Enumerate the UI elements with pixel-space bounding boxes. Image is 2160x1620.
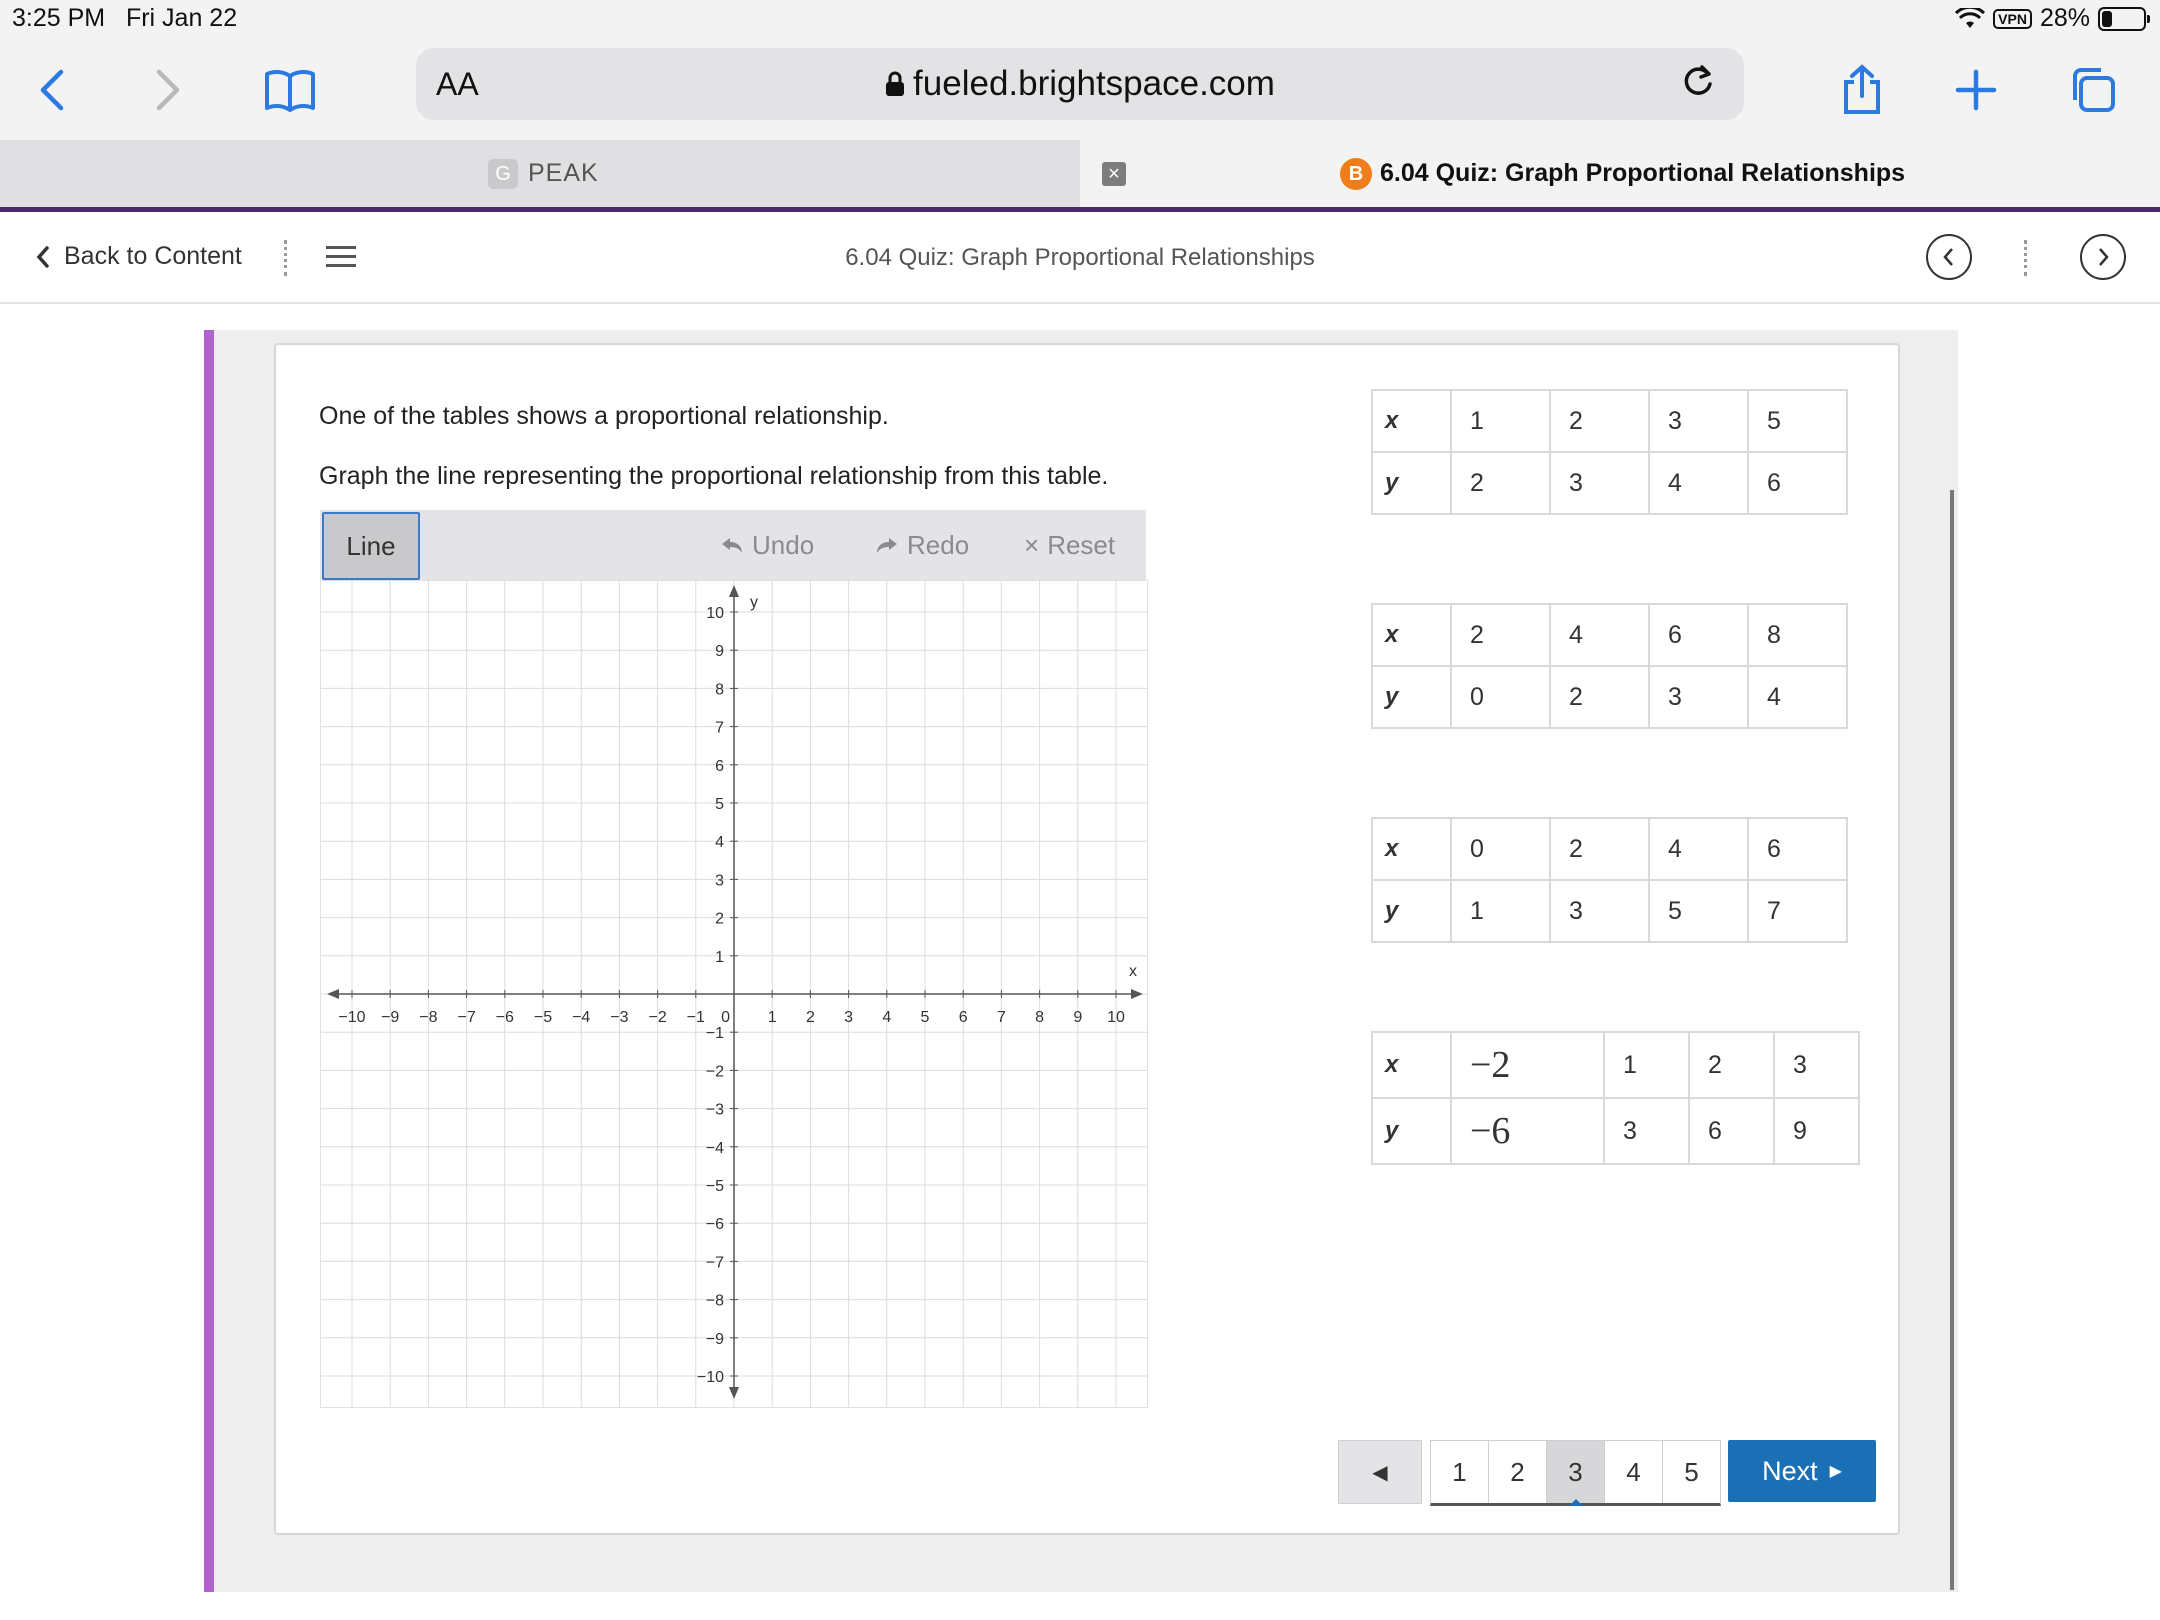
page-button-5[interactable]: 5 — [1684, 1457, 1699, 1487]
line-tool-button[interactable]: Line — [322, 512, 420, 580]
close-icon: × — [1024, 530, 1040, 560]
y-tick-label: 9 — [715, 643, 724, 661]
x-tick-label: 5 — [920, 1009, 930, 1026]
tab-close-icon[interactable]: × — [1102, 162, 1126, 186]
table-cell: 0 — [1451, 818, 1550, 880]
x-tick-label: −10 — [338, 1009, 366, 1026]
tab-favicon: B — [1340, 158, 1372, 190]
table-cell: 3 — [1774, 1032, 1859, 1098]
table-cell: −6 — [1451, 1098, 1604, 1164]
table-cell: 3 — [1604, 1098, 1689, 1164]
undo-icon — [720, 536, 744, 556]
browser-toolbar — [0, 40, 2160, 140]
page-button-2[interactable]: 2 — [1489, 1441, 1547, 1503]
battery-icon — [2098, 7, 2146, 31]
table-cell: 3 — [1550, 880, 1649, 942]
tab-bar — [0, 140, 2160, 207]
y-tick-label: −10 — [696, 1369, 724, 1386]
table-row-y — [1372, 666, 1847, 728]
x-tick-label: 7 — [996, 1009, 1006, 1026]
table-row-x — [1372, 604, 1847, 666]
vpn-badge: VPN — [1993, 9, 2032, 29]
table-row-x — [1372, 1032, 1859, 1098]
x-tick-label: 2 — [805, 1009, 815, 1026]
table-cell: 6 — [1748, 452, 1847, 514]
table-row-y — [1372, 452, 1847, 514]
caret-left-icon: ◀ — [1372, 1461, 1388, 1484]
forward-arrow-icon[interactable] — [136, 58, 200, 122]
new-tab-plus-icon[interactable] — [1944, 58, 2008, 122]
x-axis-label: x — [1129, 963, 1137, 980]
share-icon[interactable] — [1830, 58, 1894, 122]
status-bar — [0, 0, 2160, 40]
x-tick-label: −5 — [533, 1009, 553, 1026]
table-cell: 8 — [1748, 604, 1847, 666]
next-topic-icon[interactable] — [2080, 234, 2126, 280]
tab-quiz[interactable] — [1080, 140, 2160, 207]
table-cell: 2 — [1550, 390, 1649, 452]
x-tick-label: −7 — [457, 1009, 476, 1026]
table-cell: 2 — [1451, 452, 1550, 514]
x-tick-label: −3 — [610, 1009, 629, 1026]
table-cell: 4 — [1649, 452, 1748, 514]
lock-icon — [885, 71, 905, 97]
table-cell: 7 — [1748, 880, 1847, 942]
y-tick-label: −6 — [705, 1216, 724, 1234]
table-cell: 5 — [1649, 880, 1748, 942]
previous-topic-icon[interactable] — [1926, 234, 1972, 280]
scrollbar[interactable] — [1950, 490, 1954, 1590]
question-text-1: One of the tables shows a proportional relationship. — [319, 402, 889, 430]
reset-button[interactable]: × Reset — [1024, 530, 1116, 560]
previous-page-button[interactable] — [1338, 1440, 1422, 1504]
table-header-x: x — [1372, 604, 1451, 666]
table-cell: 3 — [1649, 666, 1748, 728]
x-tick-label: −4 — [572, 1009, 591, 1026]
page-list — [1430, 1440, 1721, 1506]
table-cell: 6 — [1689, 1098, 1774, 1164]
table-cell: 0 — [1451, 666, 1550, 728]
table-cell: 2 — [1689, 1032, 1774, 1098]
page-button-3[interactable]: 3 — [1547, 1441, 1605, 1503]
page-title: 6.04 Quiz: Graph Proportional Relationships — [845, 244, 1315, 271]
y-axis-label: y — [750, 594, 758, 611]
page-button-4[interactable]: 4 — [1605, 1441, 1663, 1503]
wifi-icon — [1955, 8, 1985, 30]
table-header-y: y — [1372, 1098, 1451, 1164]
table-cell: 2 — [1550, 818, 1649, 880]
back-to-content-link[interactable]: Back to Content — [36, 242, 242, 271]
x-tick-label: −2 — [648, 1009, 667, 1026]
content-nav-bar — [0, 212, 2160, 304]
table-header-x: x — [1372, 1032, 1451, 1098]
reload-icon[interactable] — [1678, 62, 1718, 107]
table-header-y: y — [1372, 452, 1451, 514]
address-bar[interactable] — [416, 48, 1744, 120]
table-header-x: x — [1372, 390, 1451, 452]
y-axis-arrow-down — [729, 1387, 739, 1399]
battery-percent: 28% — [2039, 4, 2090, 32]
url-text: fueled.brightspace.com — [416, 64, 1744, 104]
redo-icon — [875, 536, 899, 556]
x-axis-arrow-right — [1131, 989, 1143, 999]
y-tick-label: 2 — [715, 910, 724, 928]
data-table-1[interactable] — [1371, 389, 1848, 515]
y-tick-label: 7 — [715, 719, 724, 737]
table-row-x — [1372, 390, 1847, 452]
x-tick-label: 10 — [1107, 1009, 1125, 1026]
x-tick-label: 1 — [767, 1009, 777, 1026]
table-header-y: y — [1372, 880, 1451, 942]
table-cell: 4 — [1649, 818, 1748, 880]
y-tick-label: 1 — [715, 948, 724, 966]
y-tick-label: 3 — [715, 872, 724, 890]
bookmarks-icon[interactable] — [258, 58, 322, 122]
table-header-y: y — [1372, 666, 1451, 728]
tab-label: PEAK — [528, 159, 599, 187]
table-cell: 1 — [1604, 1032, 1689, 1098]
tab-label: 6.04 Quiz: Graph Proportional Relationships — [1380, 159, 1906, 187]
undo-button[interactable]: Undo — [720, 530, 814, 561]
tab-peak[interactable] — [0, 140, 1081, 207]
table-cell: 4 — [1748, 666, 1847, 728]
table-cell: 3 — [1550, 452, 1649, 514]
table-cell: 1 — [1451, 390, 1550, 452]
next-button[interactable]: Next ▶ — [1728, 1440, 1876, 1502]
x-tick-label: 3 — [844, 1009, 854, 1026]
table-cell: 3 — [1649, 390, 1748, 452]
table-header-x: x — [1372, 818, 1451, 880]
x-tick-label: 4 — [882, 1009, 892, 1026]
x-tick-label: 8 — [1035, 1009, 1045, 1026]
reader-settings-button[interactable]: AA — [436, 66, 479, 102]
table-cell: 4 — [1550, 604, 1649, 666]
y-tick-label: −9 — [705, 1330, 724, 1348]
table-cell: 5 — [1748, 390, 1847, 452]
data-table-3[interactable] — [1371, 817, 1848, 943]
x-tick-label: −1 — [686, 1009, 705, 1026]
coordinate-grid[interactable] — [320, 580, 1148, 1408]
y-tick-label: −3 — [705, 1101, 724, 1119]
table-cell: 1 — [1451, 880, 1550, 942]
x-tick-label: −8 — [419, 1009, 438, 1026]
x-tick-label: −9 — [381, 1009, 400, 1026]
x-tick-label: 9 — [1073, 1009, 1083, 1026]
table-cell: 9 — [1774, 1098, 1859, 1164]
x-axis-arrow-left — [327, 989, 339, 999]
y-tick-label: 4 — [715, 834, 724, 852]
table-cell: 2 — [1550, 666, 1649, 728]
graph-toolbar — [320, 510, 1146, 580]
x-tick-label: 6 — [958, 1009, 968, 1026]
y-tick-label: −4 — [705, 1139, 724, 1157]
tab-favicon: G — [488, 159, 518, 189]
tabs-overview-icon[interactable] — [2060, 58, 2124, 122]
back-arrow-icon[interactable] — [20, 58, 84, 122]
y-tick-label: −2 — [705, 1063, 724, 1081]
y-tick-label: 10 — [706, 605, 724, 622]
data-table-4[interactable] — [1371, 1031, 1860, 1165]
y-tick-label: 5 — [715, 796, 724, 813]
y-tick-label: −5 — [705, 1178, 724, 1195]
y-axis-arrow-up — [729, 585, 739, 597]
graph-canvas[interactable] — [321, 581, 1147, 1407]
caret-right-icon: ▶ — [1829, 1463, 1842, 1480]
question-text-2: Graph the line representing the proportional relationship from this table. — [319, 462, 1109, 490]
y-tick-label: −7 — [705, 1254, 724, 1272]
table-row-x — [1372, 818, 1847, 880]
x-tick-label: −6 — [495, 1009, 514, 1026]
y-tick-label: 6 — [715, 757, 724, 775]
status-time: 3:25 PM Fri Jan 22 — [12, 4, 238, 32]
origin-label: 0 — [721, 1009, 730, 1026]
table-cell: −2 — [1451, 1032, 1604, 1098]
table-cell: 6 — [1649, 604, 1748, 666]
y-tick-label: 8 — [715, 681, 724, 699]
status-right — [1955, 4, 2146, 33]
y-tick-label: −1 — [705, 1025, 724, 1043]
table-cell: 6 — [1748, 818, 1847, 880]
accent-bar — [204, 330, 214, 1592]
table-row-y — [1372, 880, 1847, 942]
page-button-1[interactable]: 1 — [1431, 1441, 1489, 1503]
table-cell: 2 — [1451, 604, 1550, 666]
y-tick-label: −8 — [705, 1292, 724, 1310]
divider — [2024, 240, 2031, 276]
table-row-y — [1372, 1098, 1859, 1164]
data-table-2[interactable] — [1371, 603, 1848, 729]
redo-button[interactable]: Redo — [875, 530, 969, 561]
